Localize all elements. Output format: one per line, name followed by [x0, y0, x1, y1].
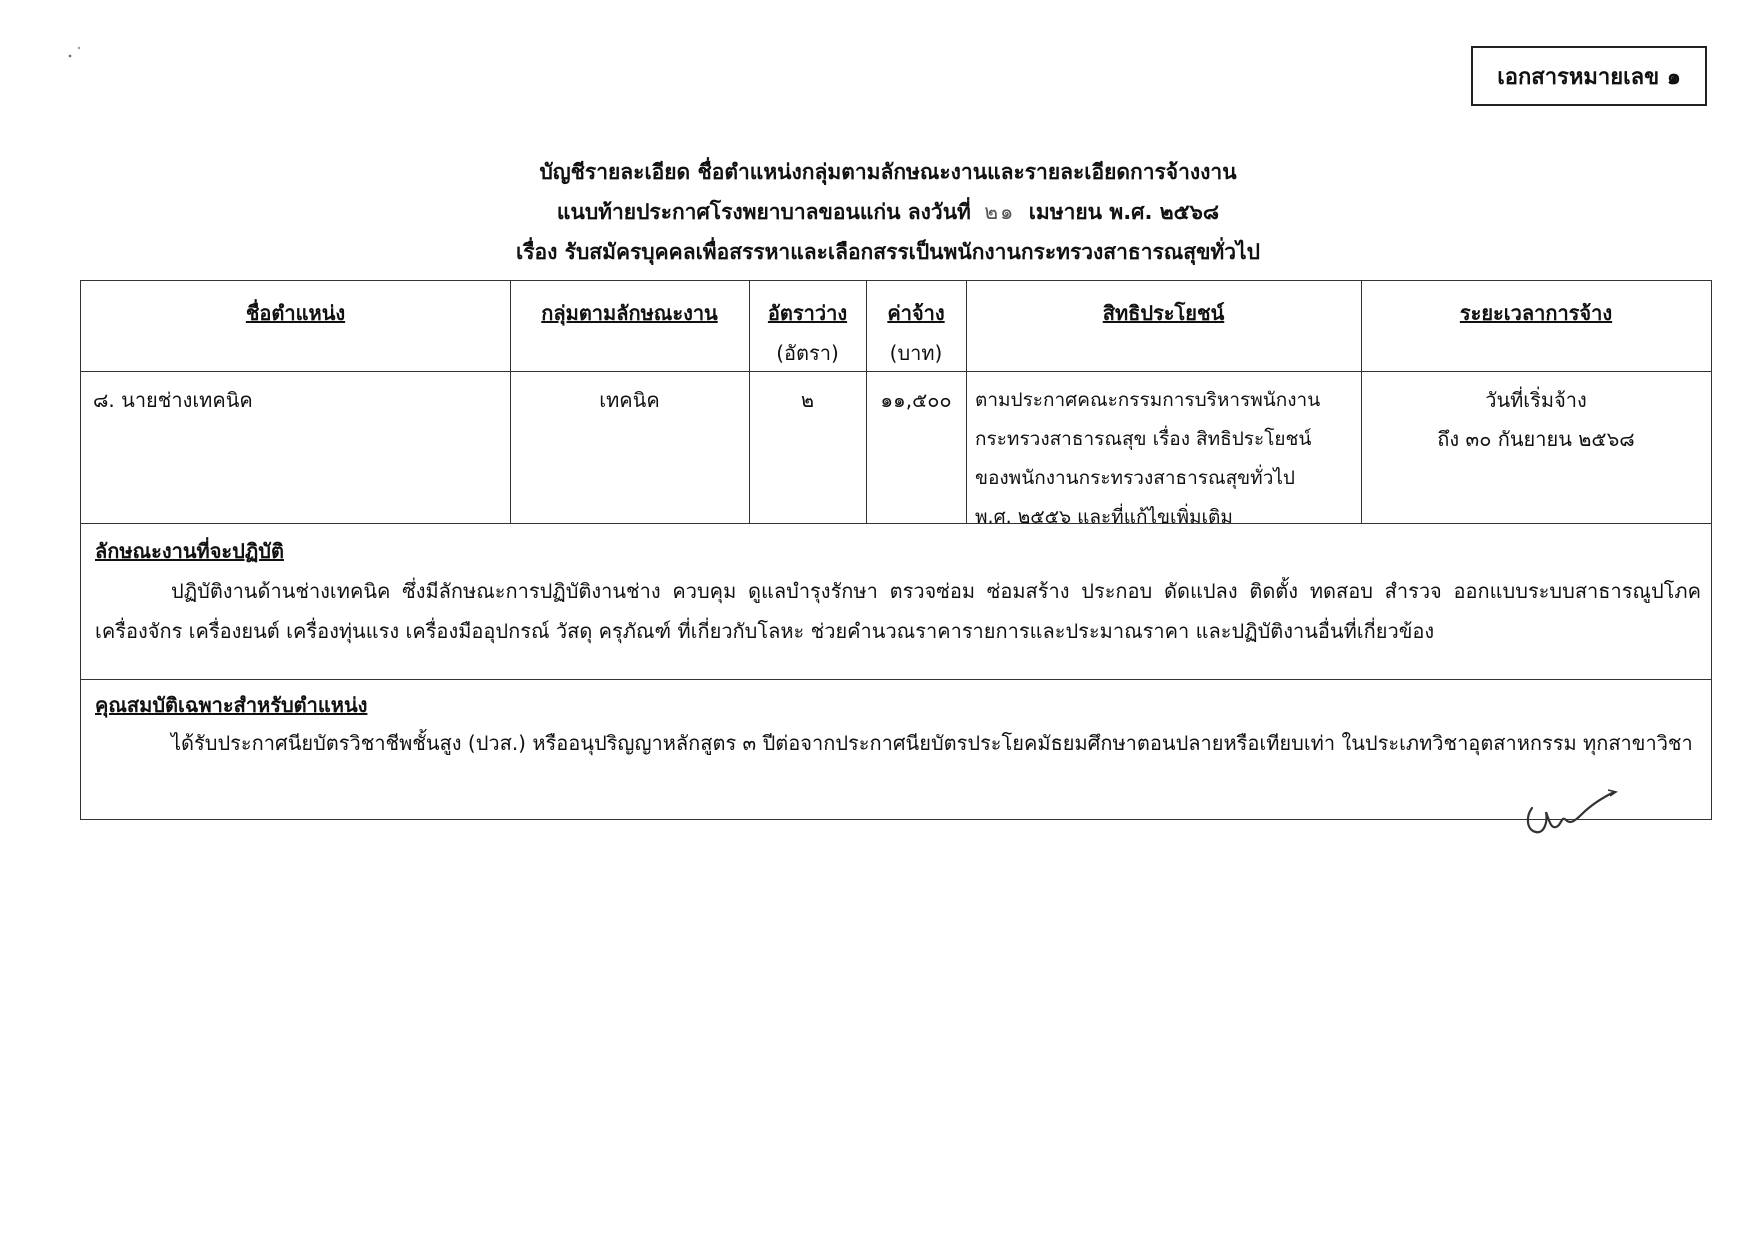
handwritten-day: ๒๑ [984, 200, 1016, 224]
col-header-vacancy-unit: (อัตรา) [776, 341, 839, 365]
cell-group: เทคนิค [599, 388, 660, 412]
duties-body: ปฏิบัติงานด้านช่างเทคนิค ซึ่งมีลักษณะการปฏิบัติงานช่าง ควบคุม ดูแลบำรุงรักษา ตรวจซ่อม ซ่อมสร้าง ประกอบ ดัดแปลง ติดตั้ง ทดสอบ สำรวจ ออกแบบระบบสาธารณูปโภค เครื่องจักร เครื่องยนต์ เครื่องทุ่นแรง เครื่องมืออุปกรณ์ วัสดุ ครุภัณฑ์ ที่เกี่ยวกับโลหะ ช่วยคำนวณราคารายการและประมาณราคา และปฏิบัติงานอื่นที่เกี่ยวข้อง [95, 579, 1701, 643]
qualifications-title: คุณสมบัติเฉพาะสำหรับตำแหน่ง [95, 693, 368, 717]
benefits-line: ตามประกาศคณะกรรมการบริหารพนักงาน [975, 389, 1321, 411]
position-table [80, 280, 1712, 820]
col-header-period: ระยะเวลาการจ้าง [1459, 301, 1613, 325]
period-line: ถึง ๓๐ กันยายน ๒๕๖๘ [1437, 427, 1635, 451]
document-header [0, 152, 1754, 272]
cell-vacancy: ๒ [800, 388, 815, 412]
duties-divider [81, 679, 1711, 680]
cell-benefits [975, 381, 1357, 537]
cell-wage: ๑๑,๕๐๐ [880, 388, 952, 412]
header-line-2-prefix: แนบท้ายประกาศโรงพยาบาลขอนแก่น ลงวันที่ [556, 200, 971, 224]
col-header-position: ชื่อตำแหน่ง [245, 301, 346, 325]
col-header-group: กลุ่มตามลักษณะงาน [541, 301, 718, 325]
header-line-2 [0, 192, 1754, 232]
qualifications-body: ได้รับประกาศนียบัตรวิชาชีพชั้นสูง (ปวส.) หรืออนุปริญญาหลักสูตร ๓ ปีต่อจากประกาศนียบัตรประโยคมัธยมศึกษาตอนปลายหรือเทียบเท่า ในประเภทวิชาอุตสาหกรรม ทุกสาขาวิชา [171, 731, 1693, 755]
benefits-line: ของพนักงานกระทรวงสาธารณสุขทั่วไป [975, 467, 1295, 489]
document-number-box [1471, 46, 1707, 106]
benefits-line: พ.ศ. ๒๕๕๖ และที่แก้ไขเพิ่มเติม [975, 506, 1233, 528]
document-number: เอกสารหมายเลข ๑ [1497, 64, 1681, 90]
cell-position: ๘. นายช่างเทคนิค [93, 388, 253, 412]
period-line: วันที่เริ่มจ้าง [1485, 388, 1587, 412]
col-header-benefits: สิทธิประโยชน์ [1102, 301, 1225, 325]
col-header-vacancy: อัตราว่าง (อัตรา) [749, 293, 866, 373]
signature-icon [1522, 786, 1622, 846]
cell-period [1361, 381, 1711, 459]
duties-title: ลักษณะงานที่จะปฏิบัติ [95, 539, 284, 563]
header-line-3: เรื่อง รับสมัครบุคคลเพื่อสรรหาและเลือกสรรเป็นพนักงานกระทรวงสาธารณสุขทั่วไป [516, 240, 1260, 264]
header-line-2-suffix: เมษายน พ.ศ. ๒๕๖๘ [1028, 200, 1220, 224]
data-row-divider [81, 523, 1711, 524]
col-header-wage: ค่าจ้าง (บาท) [866, 293, 966, 373]
scan-speck-icon [66, 44, 86, 64]
header-line-1: บัญชีรายละเอียด ชื่อตำแหน่งกลุ่มตามลักษณะงานและรายละเอียดการจ้างงาน [539, 160, 1237, 184]
benefits-line: กระทรวงสาธารณสุข เรื่อง สิทธิประโยชน์ [975, 428, 1312, 450]
col-header-wage-unit: (บาท) [889, 341, 943, 365]
